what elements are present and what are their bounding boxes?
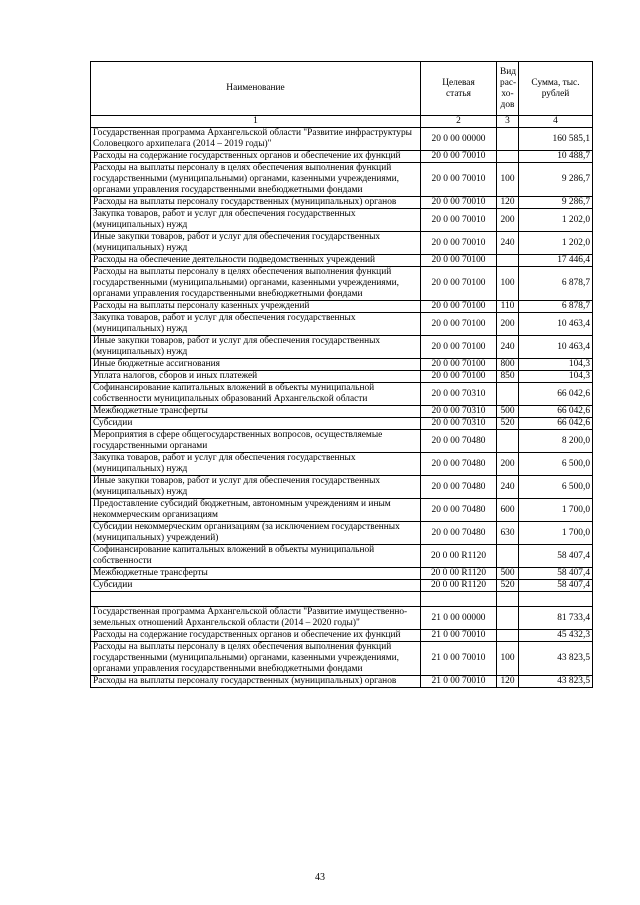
row-code: 21 0 00 70010 [421,630,497,642]
row-type: 520 [497,580,519,592]
row-name: Иные закупки товаров, работ и услуг для обеспечения государственных (муниципальных) нужд [91,336,421,359]
row-type: 240 [497,232,519,255]
row-sum: 104,3 [519,359,593,371]
table-row [91,232,593,255]
table-row [91,418,593,430]
row-type: 850 [497,371,519,383]
row-sum [519,592,593,607]
table-row [91,545,593,568]
row-code: 20 0 00 70010 [421,163,497,197]
row-sum: 1 202,0 [519,209,593,232]
row-sum: 66 042,6 [519,383,593,406]
row-type: 100 [497,163,519,197]
row-type: 120 [497,676,519,688]
table-row [91,607,593,630]
row-type [497,255,519,267]
row-code: 20 0 00 70480 [421,476,497,499]
row-code: 20 0 00 70010 [421,209,497,232]
row-sum: 8 200,0 [519,430,593,453]
row-type: 520 [497,418,519,430]
header-sum: Сумма, тыс. рублей [519,62,593,116]
row-type [497,430,519,453]
row-sum: 10 488,7 [519,151,593,163]
row-name [91,592,421,607]
row-type [497,383,519,406]
row-sum: 43 823,5 [519,642,593,676]
row-sum: 6 878,7 [519,267,593,301]
table-header-row [91,62,593,116]
row-type [497,592,519,607]
column-number: 2 [421,116,497,128]
row-type: 800 [497,359,519,371]
row-code: 20 0 00 70100 [421,336,497,359]
row-sum: 9 286,7 [519,163,593,197]
table-row [91,499,593,522]
row-code: 20 0 00 70010 [421,232,497,255]
row-type: 240 [497,336,519,359]
row-code: 20 0 00 70310 [421,418,497,430]
row-type: 240 [497,476,519,499]
row-sum: 160 585,1 [519,128,593,151]
row-code: 20 0 00 R1120 [421,545,497,568]
row-name: Расходы на выплаты персоналу в целях обеспечения выполнения функций государственными (муниципальными) органами, казенными учреждениями, органами управления государственными внебюджетными фондами [91,642,421,676]
row-code: 20 0 00 70310 [421,406,497,418]
table-row [91,359,593,371]
row-code: 21 0 00 70010 [421,642,497,676]
table-row [91,255,593,267]
row-name: Расходы на обеспечение деятельности подведомственных учреждений [91,255,421,267]
row-code: 20 0 00 70480 [421,499,497,522]
row-code: 21 0 00 70010 [421,676,497,688]
row-sum: 104,3 [519,371,593,383]
row-code [421,592,497,607]
row-code: 20 0 00 70100 [421,371,497,383]
table-row [91,676,593,688]
row-sum: 58 407,4 [519,568,593,580]
row-code: 20 0 00 70100 [421,359,497,371]
row-name: Государственная программа Архангельской области "Развитие имущественно-земельных отношений Архангельской области (2014 – 2020 годы)" [91,607,421,630]
row-type [497,607,519,630]
row-code: 20 0 00 00000 [421,128,497,151]
row-type: 500 [497,406,519,418]
table-row [91,430,593,453]
row-sum: 17 446,4 [519,255,593,267]
row-name: Расходы на выплаты персоналу в целях обеспечения выполнения функций государственными (муниципальными) органами, казенными учреждениями, органами управления государственными внебюджетными фондами [91,267,421,301]
row-sum: 58 407,4 [519,580,593,592]
row-type: 100 [497,267,519,301]
spacer-row [91,592,593,607]
table-row [91,151,593,163]
row-name: Мероприятия в сфере общегосударственных вопросов, осуществляемые государственными органами [91,430,421,453]
table-row [91,313,593,336]
row-name: Субсидии некоммерческим организациям (за исключением государственных (муниципальных) учреждений) [91,522,421,545]
row-type: 500 [497,568,519,580]
row-code: 20 0 00 70100 [421,313,497,336]
row-code: 20 0 00 70100 [421,267,497,301]
table-row [91,267,593,301]
row-sum: 6 500,0 [519,453,593,476]
row-name: Закупка товаров, работ и услуг для обеспечения государственных (муниципальных) нужд [91,209,421,232]
row-type [497,545,519,568]
row-name: Софинансирование капитальных вложений в объекты муниципальной собственности [91,545,421,568]
row-type: 630 [497,522,519,545]
row-type: 110 [497,301,519,313]
row-code: 20 0 00 70100 [421,301,497,313]
row-type [497,128,519,151]
table-row [91,642,593,676]
row-name: Расходы на выплаты персоналу в целях обеспечения выполнения функций государственными (муниципальными) органами, казенными учреждениями, органами управления государственными внебюджетными фондами [91,163,421,197]
row-sum: 6 500,0 [519,476,593,499]
table-row [91,371,593,383]
row-name: Иные закупки товаров, работ и услуг для обеспечения государственных (муниципальных) нужд [91,476,421,499]
page-number: 43 [315,872,325,883]
row-name: Субсидии [91,418,421,430]
row-name: Межбюджетные трансферты [91,406,421,418]
row-code: 20 0 00 70010 [421,151,497,163]
row-name: Софинансирование капитальных вложений в объекты муниципальной собственности муниципальных образований Архангельской области [91,383,421,406]
row-name: Иные бюджетные ассигнования [91,359,421,371]
row-name: Межбюджетные трансферты [91,568,421,580]
row-name: Предоставление субсидий бюджетным, автономным учреждениям и иным некоммерческим организациям [91,499,421,522]
row-type: 600 [497,499,519,522]
row-name: Закупка товаров, работ и услуг для обеспечения государственных (муниципальных) нужд [91,313,421,336]
row-sum: 43 823,5 [519,676,593,688]
table-row [91,522,593,545]
row-code: 20 0 00 R1120 [421,568,497,580]
row-name: Расходы на выплаты персоналу государственных (муниципальных) органов [91,676,421,688]
column-number-row [91,116,593,128]
table-row [91,568,593,580]
row-sum: 1 700,0 [519,499,593,522]
row-name: Уплата налогов, сборов и иных платежей [91,371,421,383]
row-name: Государственная программа Архангельской области "Развитие инфраструктуры Соловецкого архипелага (2014 – 2019 годы)" [91,128,421,151]
row-type: 200 [497,313,519,336]
row-sum: 81 733,4 [519,607,593,630]
header-name: Наименование [91,62,421,116]
row-type [497,151,519,163]
row-name: Расходы на содержание государственных органов и обеспечение их функций [91,630,421,642]
table-row [91,476,593,499]
row-sum: 45 432,3 [519,630,593,642]
table-body [91,128,593,688]
row-code: 20 0 00 70100 [421,255,497,267]
row-sum: 10 463,4 [519,336,593,359]
row-type: 120 [497,197,519,209]
row-name: Расходы на выплаты персоналу государственных (муниципальных) органов [91,197,421,209]
row-type: 200 [497,209,519,232]
header-code: Целевая статья [421,62,497,116]
table-row [91,453,593,476]
row-sum: 9 286,7 [519,197,593,209]
table-row [91,630,593,642]
row-code: 20 0 00 70480 [421,453,497,476]
table-row [91,163,593,197]
row-name: Закупка товаров, работ и услуг для обеспечения государственных (муниципальных) нужд [91,453,421,476]
row-name: Расходы на выплаты персоналу казенных учреждений [91,301,421,313]
row-sum: 66 042,6 [519,418,593,430]
table-row [91,383,593,406]
row-sum: 58 407,4 [519,545,593,568]
row-code: 20 0 00 70310 [421,383,497,406]
table-row [91,580,593,592]
row-sum: 1 700,0 [519,522,593,545]
row-sum: 66 042,6 [519,406,593,418]
table-row [91,197,593,209]
column-number: 1 [91,116,421,128]
row-code: 21 0 00 00000 [421,607,497,630]
table-row [91,406,593,418]
row-code: 20 0 00 70010 [421,197,497,209]
row-sum: 6 878,7 [519,301,593,313]
row-sum: 10 463,4 [519,313,593,336]
header-type: Вид рас-хо-дов [497,62,519,116]
table-row [91,209,593,232]
column-number: 4 [519,116,593,128]
table-row [91,128,593,151]
row-code: 20 0 00 70480 [421,522,497,545]
column-number: 3 [497,116,519,128]
row-code: 20 0 00 R1120 [421,580,497,592]
row-code: 20 0 00 70480 [421,430,497,453]
row-name: Субсидии [91,580,421,592]
row-name: Иные закупки товаров, работ и услуг для обеспечения государственных (муниципальных) нужд [91,232,421,255]
row-type: 100 [497,642,519,676]
budget-table [90,61,593,688]
row-sum: 1 202,0 [519,232,593,255]
table-row [91,301,593,313]
table-row [91,336,593,359]
row-type [497,630,519,642]
row-type: 200 [497,453,519,476]
row-name: Расходы на содержание государственных органов и обеспечение их функций [91,151,421,163]
